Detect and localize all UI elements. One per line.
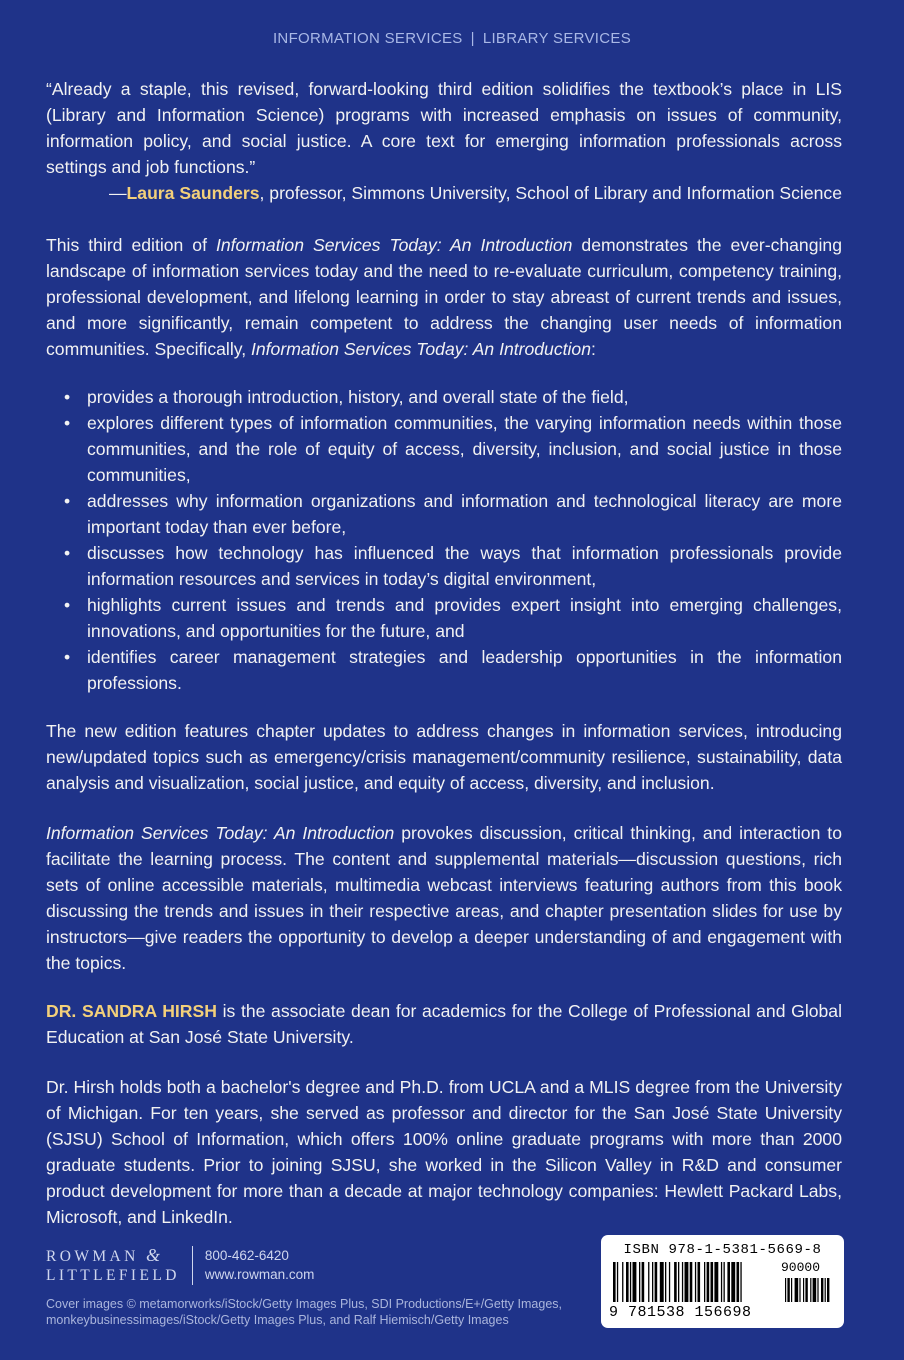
barcode-bar — [737, 1262, 740, 1302]
barcode-bar — [674, 1262, 677, 1302]
barcode-bar — [685, 1262, 689, 1302]
book-title-italic: Information Services Today: An Introduction — [215, 235, 573, 255]
new-edition-text: The new edition features chapter updates to address changes in information services, introducing new/updated topics such as emergency/crisis management/community resilience, sustainability, data analysis and visualization, social justice, and equity of access, diversity, and inclusion. — [46, 721, 842, 793]
barcode-addon-bar — [817, 1278, 818, 1302]
barcode-bar — [731, 1262, 735, 1302]
publisher-website[interactable]: www.rowman.com — [204, 1267, 315, 1282]
category-header — [0, 30, 904, 47]
logo-line2: LITTLEFIELD — [46, 1266, 180, 1284]
logo-line1: ROWMAN — [46, 1247, 147, 1265]
barcode-bar — [655, 1262, 658, 1302]
endorsement-quote — [46, 76, 842, 206]
barcode-bar — [617, 1262, 618, 1302]
barcode-bar — [622, 1262, 623, 1302]
barcode-bar — [648, 1262, 649, 1302]
barcode-bar — [698, 1262, 701, 1302]
barcode-bar — [639, 1262, 640, 1302]
book-title-italic-3: Information Services Today: An Introduction — [46, 823, 395, 843]
category-right: LIBRARY SERVICES — [482, 30, 632, 47]
barcode-addon-bar — [810, 1278, 811, 1302]
quote-author-name: Laura Saunders — [126, 183, 260, 203]
barcode-bar — [740, 1262, 741, 1302]
barcode-addon-bar — [825, 1278, 826, 1302]
provokes-paragraph — [46, 820, 842, 976]
barcode-addon-bar — [787, 1278, 789, 1302]
barcode-digits: 9 781538 156698 — [609, 1304, 752, 1321]
barcode-bar — [669, 1262, 670, 1302]
barcode-bar — [613, 1262, 616, 1302]
cover-image-credits: Cover images © metamorworks/iStock/Getty Images Plus, SDI Productions/E+/Getty Images, monkeybusinessimages/iStock/Getty Images Plus, and Ralf Hiemisch/Getty Images — [46, 1297, 562, 1327]
barcode-addon-bar — [805, 1278, 807, 1302]
quote-affiliation: , professor, Simmons University, School of Library and Information Science — [259, 183, 842, 203]
category-separator: | — [470, 30, 475, 47]
barcode-bar — [652, 1262, 653, 1302]
barcode-addon-bar — [791, 1278, 792, 1302]
publisher-block — [46, 1244, 314, 1286]
barcode-addon-bar — [799, 1278, 800, 1302]
logo-ampersand: & — [146, 1244, 161, 1265]
category-left: INFORMATION SERVICES — [272, 30, 463, 47]
new-edition-paragraph — [46, 718, 842, 796]
isbn-text: ISBN 978-1-5381-5669-8 — [623, 1242, 822, 1258]
list-item: • addresses why information organizations and information and technological literacy are more important today than ever before, — [46, 488, 842, 540]
list-item: • identifies career management strategies and leadership opportunities in the information professions. — [46, 644, 842, 696]
barcode-bar — [714, 1262, 718, 1302]
barcode-addon-bar — [813, 1278, 817, 1302]
barcode-bar — [711, 1262, 714, 1302]
barcode-bar — [633, 1262, 637, 1302]
author-text: is the associate dean for academics for the College of Professional and Global Education at San José State University. — [46, 1001, 842, 1047]
intro-mid: demonstrates the ever-changing landscape of information services today and the need to re-evaluate curriculum, competency training, professional development, and lifelong learning in order to stay abreast of current trends and issues, and more significantly, remain competent to address the changing user needs of information communities. Specifically, — [46, 235, 842, 359]
provokes-text: provokes discussion, critical thinking, and interaction to facilitate the learning process. The content and supplemental materials—discussion questions, rich sets of online accessible materials, multimedia webcast interviews featuring authors from this book discussing the trends and issues in their respective areas, and chapter presentation slides for use by instructors—give readers the opportunity to develop a deeper understanding of and engagement with the topics. — [46, 823, 842, 973]
author-bio-text: Dr. Hirsh holds both a bachelor's degree and Ph.D. from UCLA and a MLIS degree from the University of Michigan. For ten years, she served as professor and director for the San José State University (SJSU) School of Information, which offers 100% online graduate programs with more than 2000 graduate students. Prior to joining SJSU, she worked in the Silicon Valley in R&D and consumer product development for more than a decade at major technology companies: Hewlett Packard Labs, Microsoft, and LinkedIn. — [46, 1077, 842, 1227]
quote-dash: — — [108, 183, 127, 203]
barcode-addon-bar — [785, 1278, 786, 1302]
barcode-bar — [642, 1262, 645, 1302]
quote-text: “Already a staple, this revised, forward-looking third edition solidifies the textbook’s place in LIS (Library and Information Science) programs with increased emphasis on issues of community, information policy, and social justice. A core text for emerging information professionals across settings and job functions.” — [46, 79, 842, 177]
quote-attribution — [46, 180, 842, 206]
barcode-bar — [630, 1262, 631, 1302]
barcode-bar — [660, 1262, 664, 1302]
author-bio-paragraph — [46, 1074, 842, 1230]
barcode-bar — [695, 1262, 696, 1302]
barcode-addon-bar — [803, 1278, 804, 1302]
barcode-bar — [724, 1262, 725, 1302]
barcode-addon-bar — [795, 1278, 799, 1302]
book-title-italic-2: Information Services Today: An Introduction — [251, 339, 592, 359]
publisher-phone: 800-462-6420 — [204, 1248, 289, 1263]
barcode-bar — [704, 1262, 705, 1302]
barcode-bar — [690, 1262, 693, 1302]
author-name: DR. SANDRA HIRSH — [46, 1001, 217, 1021]
list-item: • provides a thorough introduction, history, and overall state of the field, — [46, 384, 842, 410]
isbn-barcode — [601, 1235, 844, 1328]
list-item: • highlights current issues and trends and provides expert insight into emerging challenges, innovations, and opportunities for the future, and — [46, 592, 842, 644]
publisher-contact — [193, 1246, 315, 1284]
barcode-bar — [682, 1262, 683, 1302]
barcode-addon-bar — [827, 1278, 829, 1302]
feature-list — [46, 384, 842, 696]
barcode-bar — [678, 1262, 679, 1302]
barcode-addon-bar — [821, 1278, 823, 1302]
intro-paragraph — [46, 232, 842, 362]
barcode-bar — [665, 1262, 666, 1302]
barcode-bar — [721, 1262, 722, 1302]
barcode-bar — [626, 1262, 629, 1302]
intro-post: : — [591, 339, 596, 359]
barcode-addon-digits: 90000 — [781, 1260, 821, 1275]
barcode-bar — [727, 1262, 730, 1302]
barcode-bar — [707, 1262, 710, 1302]
publisher-logo — [46, 1246, 193, 1285]
author-paragraph — [46, 998, 842, 1050]
list-item: • discusses how technology has influenced the ways that information professionals provide information resources and services in today’s digital environment, — [46, 540, 842, 592]
list-item: • explores different types of information communities, the varying information needs within those communities, and the role of equity of access, diversity, inclusion, and social justice in those communities, — [46, 410, 842, 488]
intro-pre: This third edition of — [46, 235, 216, 255]
